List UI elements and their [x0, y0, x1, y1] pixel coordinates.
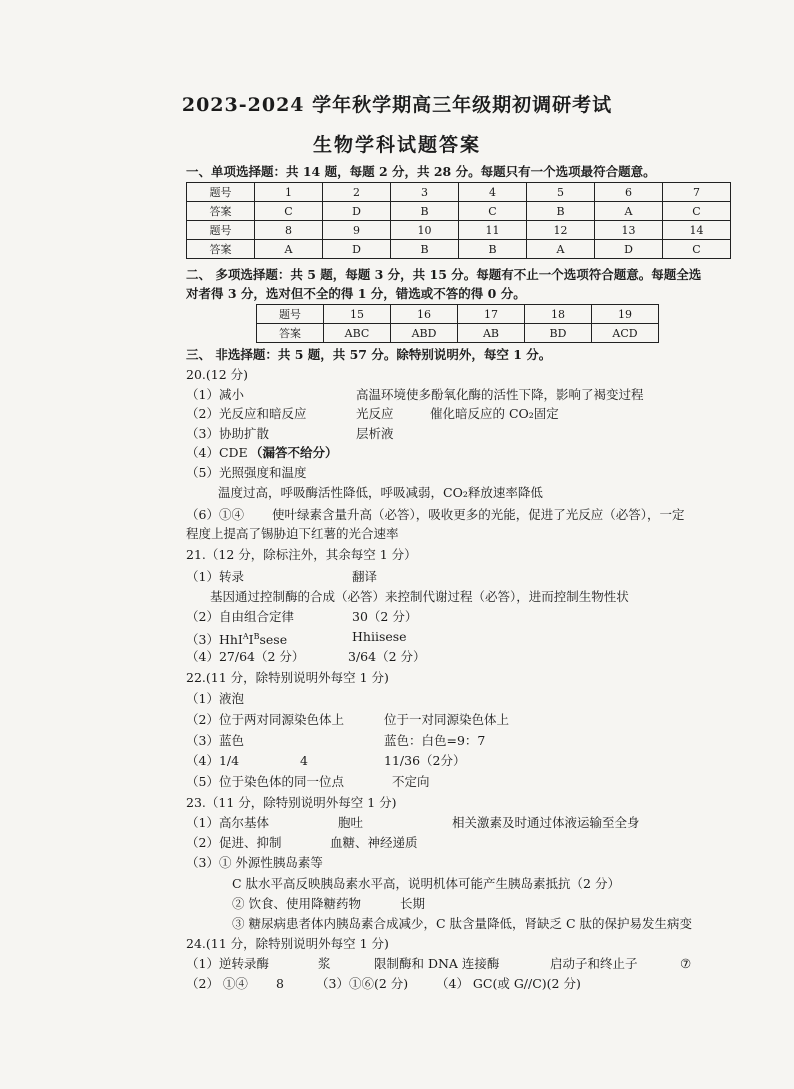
- table-row: [187, 183, 731, 202]
- q23-answer-3b: C 肽水平高反映胰岛素水平高，说明机体可能产生胰岛素抵抗（2 分）: [232, 876, 620, 891]
- table-cell: AB: [458, 324, 525, 343]
- q23-answer-3c-a: ② 饮食、使用降糖药物: [232, 896, 361, 911]
- table-cell: 18: [525, 305, 592, 324]
- table-cell: 4: [459, 183, 527, 202]
- table-cell: C: [663, 202, 731, 221]
- section2-heading-cont: 对者得 3 分，选对但不全的得 1 分，错选或不答的得 0 分。: [186, 286, 526, 301]
- table-cell: A: [255, 240, 323, 259]
- page-title: 2023-2024 学年秋学期高三年级期初调研考试: [181, 94, 613, 116]
- table-cell: A: [595, 202, 663, 221]
- table-cell: 答案: [257, 324, 324, 343]
- q24-answer-2c: （3）①⑥(2 分): [316, 976, 409, 991]
- q24-answer-1d: 启动子和终止子: [550, 956, 638, 971]
- table-cell: 9: [323, 221, 391, 240]
- q24-answer-1e: ⑦: [680, 956, 692, 971]
- q22-answer-4a: （4）1/4: [186, 753, 240, 768]
- table-cell: 7: [663, 183, 731, 202]
- table-cell: B: [527, 202, 595, 221]
- q21-answer-3b: Hhiisese: [352, 629, 407, 644]
- q23-header: 23.（11 分，除特别说明外每空 1 分): [186, 795, 397, 810]
- q24-answer-1a: （1）逆转录酶: [186, 956, 269, 971]
- table-cell: 16: [391, 305, 458, 324]
- q20-header: 20.(12 分): [186, 367, 249, 382]
- table-cell: 19: [592, 305, 659, 324]
- q22-header: 22.(11 分，除特别说明外每空 1 分): [186, 670, 389, 685]
- table-cell: 13: [595, 221, 663, 240]
- q24-answer-2a: （2） ①④: [186, 976, 248, 991]
- q24-header: 24.(11 分，除特别说明外每空 1 分): [186, 936, 389, 951]
- q21-header: 21.（12 分，除标注外，其余每空 1 分）: [186, 547, 417, 562]
- table-cell: B: [391, 240, 459, 259]
- q20-answer-5b: 温度过高，呼吸酶活性降低，呼吸减弱，CO₂释放速率降低: [218, 485, 543, 500]
- table-cell: D: [323, 202, 391, 221]
- section1-heading: 一、单项选择题：共 14 题，每题 2 分，共 28 分。每题只有一个选项最符合题意。: [186, 164, 656, 179]
- table-cell: 15: [324, 305, 391, 324]
- table-row: [187, 202, 731, 221]
- q23-answer-2a: （2）促进、抑制: [186, 835, 282, 850]
- table-cell: 3: [391, 183, 459, 202]
- table-cell: 题号: [187, 221, 255, 240]
- q21-answer-2b: 30（2 分）: [352, 609, 418, 624]
- table-row: [187, 221, 731, 240]
- q22-answer-5a: （5）位于染色体的同一位点: [186, 774, 344, 789]
- q21-answer-1c: 基因通过控制酶的合成（必答）来控制代谢过程（必答），进而控制生物性状: [210, 589, 629, 604]
- q22-answer-5b: 不定向: [392, 774, 430, 789]
- table-row: [257, 324, 659, 343]
- table-cell: 5: [527, 183, 595, 202]
- table-cell: ABD: [391, 324, 458, 343]
- table-cell: B: [391, 202, 459, 221]
- q23-answer-1b: 胞吐: [338, 815, 364, 830]
- q23-answer-1a: （1）高尔基体: [186, 815, 269, 830]
- q20-answer-1b: 高温环境使多酚氧化酶的活性下降，影响了褐变过程: [356, 387, 644, 402]
- q21-answer-3a: $(3)HhI^AI^Bsese$: [186, 632, 288, 648]
- q21-answer-2a: （2）自由组合定律: [186, 609, 294, 624]
- q21-answer-1a: （1）转录: [186, 569, 244, 584]
- table-cell: B: [459, 240, 527, 259]
- q20-answer-2c: 催化暗反应的 CO₂固定: [430, 406, 559, 421]
- q20-answer-6c: 程度上提高了锡胁迫下红薯的光合速率: [186, 526, 399, 541]
- table-cell: 11: [459, 221, 527, 240]
- table-cell: 12: [527, 221, 595, 240]
- q23-answer-1c: 相关激素及时通过体液运输至全身: [452, 815, 640, 830]
- table-cell: 题号: [257, 305, 324, 324]
- q20-answer-2b: 光反应: [356, 406, 394, 421]
- q21-answer-1b: 翻译: [352, 569, 378, 584]
- q23-answer-3c-b: 长期: [400, 896, 426, 911]
- q23-answer-3: （3）① 外源性胰岛素等: [186, 855, 323, 870]
- table-cell: D: [323, 240, 391, 259]
- q22-answer-2a: （2）位于两对同源染色体上: [186, 712, 344, 727]
- q20-answer-2a: （2）光反应和暗反应: [186, 406, 307, 421]
- table-cell: C: [255, 202, 323, 221]
- q21-answer-4b: 3/64（2 分）: [348, 649, 426, 664]
- q24-answer-1c: 限制酶和 DNA 连接酶: [374, 956, 500, 971]
- table-cell: 1: [255, 183, 323, 202]
- table-cell: 题号: [187, 183, 255, 202]
- table-cell: 2: [323, 183, 391, 202]
- q23-answer-3d: ③ 糖尿病患者体内胰岛素合成减少，C 肽含量降低，肾缺乏 C 肽的保护易发生病变: [232, 916, 693, 931]
- table-cell: 14: [663, 221, 731, 240]
- section3-heading: 三、 非选择题：共 5 题，共 57 分。除特别说明外，每空 1 分。: [186, 347, 552, 362]
- q24-answer-1b: 浆: [318, 956, 331, 971]
- table-cell: 答案: [187, 202, 255, 221]
- table-cell: ACD: [592, 324, 659, 343]
- q20-answer-6a: （6）①④: [186, 507, 244, 522]
- q24-answer-2b: 8: [276, 976, 284, 991]
- table-cell: 8: [255, 221, 323, 240]
- table-cell: 10: [391, 221, 459, 240]
- table-row: [187, 240, 731, 259]
- table-cell: 答案: [187, 240, 255, 259]
- q22-answer-3b: 蓝色：白色=9：7: [384, 733, 486, 748]
- q20-answer-6b: 使叶绿素含量升高（必答），吸收更多的光能，促进了光反应（必答），一定: [272, 507, 685, 522]
- q24-answer-2d: （4） GC(或 G//C)(2 分): [436, 976, 581, 991]
- table-cell: ABC: [324, 324, 391, 343]
- q22-answer-4c: 11/36（2分）: [384, 753, 466, 768]
- table-row: [257, 305, 659, 324]
- page-subtitle: 生物学科试题答案: [312, 134, 481, 156]
- table-cell: BD: [525, 324, 592, 343]
- q22-answer-2b: 位于一对同源染色体上: [384, 712, 510, 727]
- table-cell: 17: [458, 305, 525, 324]
- section1-answer-table: [186, 182, 731, 259]
- q22-answer-4b: 4: [300, 753, 308, 768]
- table-cell: C: [459, 202, 527, 221]
- q22-answer-3a: （3）蓝色: [186, 733, 244, 748]
- q20-answer-3b: 层析液: [356, 426, 394, 441]
- q23-answer-2b: 血糖、神经递质: [330, 835, 418, 850]
- table-cell: 6: [595, 183, 663, 202]
- q20-answer-4a: （4）CDE: [186, 445, 248, 460]
- q20-answer-4b: （漏答不给分）: [250, 445, 338, 460]
- section2-answer-table: [256, 304, 659, 343]
- table-cell: A: [527, 240, 595, 259]
- q20-answer-5: （5）光照强度和温度: [186, 465, 307, 480]
- table-cell: C: [663, 240, 731, 259]
- q20-answer-1a: （1）减小: [186, 387, 244, 402]
- section2-heading: 二、 多项选择题：共 5 题，每题 3 分，共 15 分。每题有不止一个选项符合题意。每题全选: [186, 267, 702, 282]
- table-cell: D: [595, 240, 663, 259]
- q20-answer-3a: （3）协助扩散: [186, 426, 269, 441]
- q22-answer-1: （1）液泡: [186, 691, 244, 706]
- q21-answer-4a: （4）27/64（2 分）: [186, 649, 305, 664]
